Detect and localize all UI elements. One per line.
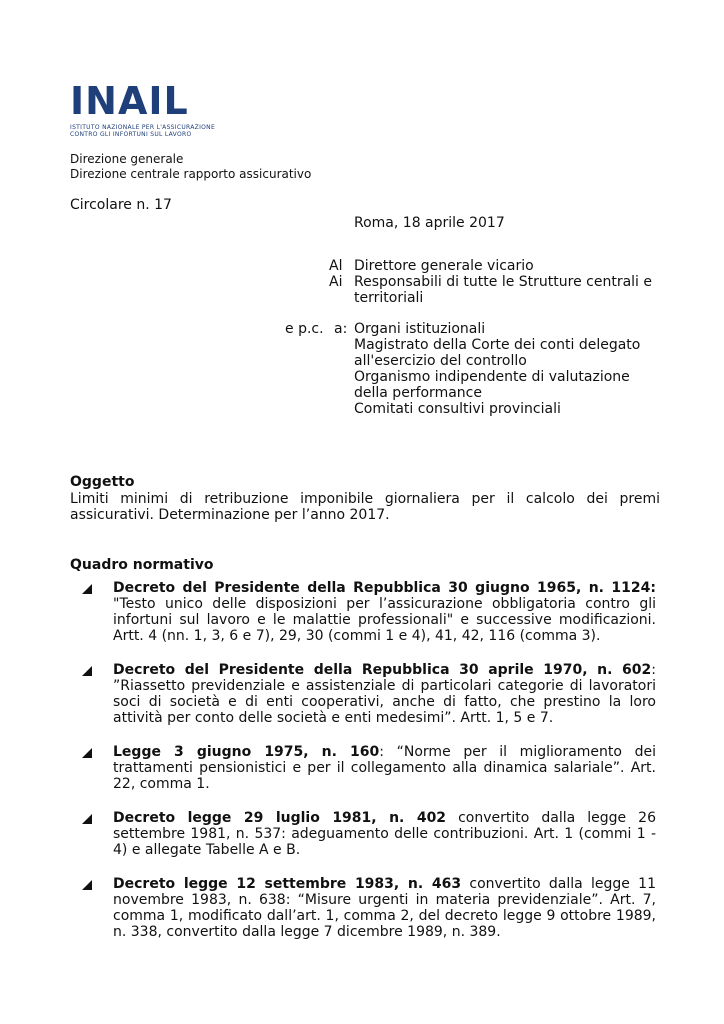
- inail-logo: INAIL: [70, 79, 189, 123]
- triangle-bullet-icon: [82, 810, 113, 858]
- norm-title: Decreto del Presidente della Repubblica 30 giugno 1965, n. 1124:: [113, 580, 656, 596]
- list-item: [82, 810, 656, 858]
- circolare-number: Circolare n. 17: [70, 197, 172, 213]
- norm-description: : “Norme per il miglioramento dei trattamenti pensionistici e per il collegamento alla dinamica salariale”. Art. 22, comma 1.: [113, 744, 656, 792]
- recipient-key: Ai: [329, 274, 343, 290]
- list-item-text: [113, 744, 656, 792]
- norm-description: "Testo unico delle disposizioni per l’assicurazione obbligatoria contro gli infortuni sul lavoro e le malattie professionali" e successive modificazioni. Artt. 4 (nn. 1, 3, 6 e 7), 29, 30 (commi 1 e 4), 41, 42, 116 (comma 3).: [113, 596, 656, 644]
- direzione-centrale: Direzione centrale rapporto assicurativo: [70, 167, 312, 181]
- triangle-bullet-icon: [82, 662, 113, 726]
- cc-item: Comitati consultivi provinciali: [354, 401, 561, 417]
- oggetto-heading: Oggetto: [70, 474, 135, 490]
- list-item-text: [113, 580, 656, 644]
- norm-description: convertito dalla legge 11 novembre 1983, n. 638: “Misure urgenti in materia previdenziale”. Art. 7, comma 1, modificato dall’art. 1, comma 2, del decreto legge 9 ottobre 1989, n. 338, convertito dalla legge 7 dicembre 1989, n. 389.: [113, 876, 656, 940]
- recipient-key: Al: [329, 258, 343, 274]
- logo-subtitle-line-1: ISTITUTO NAZIONALE PER L'ASSICURAZIONE: [70, 124, 216, 131]
- logo-subtitle: [70, 124, 215, 138]
- triangle-bullet-icon: [82, 744, 113, 792]
- cc-list: [354, 321, 664, 417]
- norm-title: Decreto legge 12 settembre 1983, n. 463: [113, 876, 462, 892]
- direzione-generale: Direzione generale: [70, 152, 184, 166]
- cc-label: e p.c.: [285, 321, 324, 337]
- recipients-block: [329, 258, 664, 306]
- quadro-list: [82, 580, 656, 958]
- list-item: [82, 662, 656, 726]
- cc-item: Organi istituzionali: [354, 321, 486, 337]
- norm-title: Decreto legge 29 luglio 1981, n. 402: [113, 810, 447, 826]
- list-item-text: [113, 662, 656, 726]
- recipient-text: Responsabili di tutte le Strutture centrali e territoriali: [354, 274, 653, 306]
- triangle-bullet-icon: [82, 580, 113, 644]
- recipient-row: [329, 258, 664, 274]
- logo-subtitle-line-2: CONTRO GLI INFORTUNI SUL LAVORO: [70, 131, 192, 138]
- place-date: Roma, 18 aprile 2017: [354, 215, 505, 231]
- list-item: [82, 744, 656, 792]
- cc-key: a:: [334, 321, 348, 337]
- quadro-heading: Quadro normativo: [70, 557, 214, 573]
- list-item: [82, 876, 656, 940]
- direzione-block: [70, 152, 311, 182]
- list-item-text: [113, 876, 656, 940]
- list-item-text: [113, 810, 656, 858]
- norm-title: Legge 3 giugno 1975, n. 160: [113, 744, 380, 760]
- norm-description: convertito dalla legge 26 settembre 1981, n. 537: adeguamento delle contribuzioni. Art. 1 (commi 1 - 4) e allegate Tabelle A e B.: [113, 810, 656, 858]
- oggetto-text: Limiti minimi di retribuzione imponibile giornaliera per il calcolo dei premi assicurativi. Determinazione per l’anno 2017.: [70, 491, 660, 523]
- norm-title: Decreto del Presidente della Repubblica 30 aprile 1970, n. 602: [113, 662, 652, 678]
- norm-description: : ”Riassetto previdenziale e assistenziale di particolari categorie di lavoratori soci di società e di enti cooperativi, anche di fatto, che prestino la loro attività per conto delle società e enti medesimi”. Artt. 1, 5 e 7.: [113, 662, 656, 726]
- recipient-text: Direttore generale vicario: [354, 258, 534, 274]
- cc-item: Magistrato della Corte dei conti delegato all'esercizio del controllo: [354, 337, 641, 369]
- recipient-row: [329, 274, 664, 306]
- list-item: [82, 580, 656, 644]
- triangle-bullet-icon: [82, 876, 113, 940]
- cc-item: Organismo indipendente di valutazione della performance: [354, 369, 630, 401]
